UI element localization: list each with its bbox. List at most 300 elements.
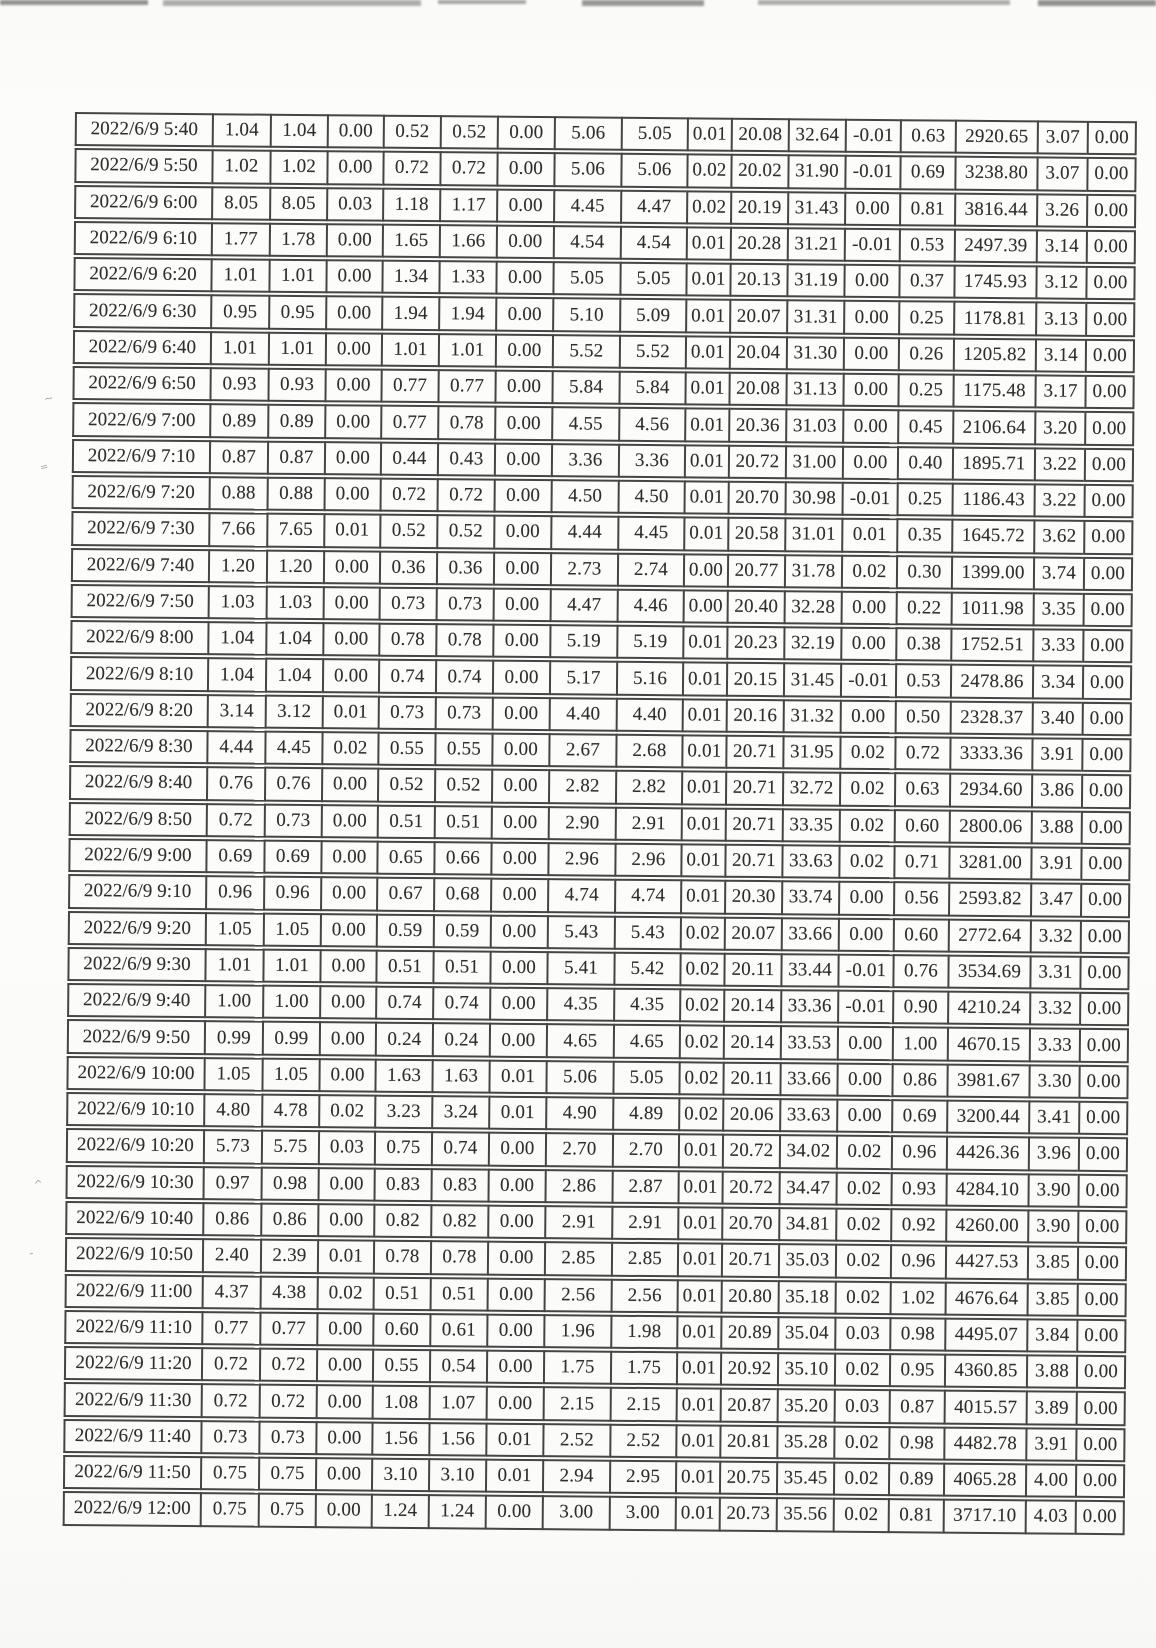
value-cell: 1.94 <box>381 296 438 331</box>
timestamp-cell: 2022/6/9 11:00 <box>65 1273 202 1308</box>
value-cell: 4.03 <box>1025 1500 1075 1535</box>
value-cell: 0.78 <box>437 406 494 441</box>
value-cell: 0.74 <box>375 986 432 1021</box>
value-cell: 0.02 <box>318 1094 374 1129</box>
value-cell: 4426.36 <box>946 1136 1028 1171</box>
value-cell: 2.90 <box>548 806 615 841</box>
value-cell: 0.55 <box>372 1349 429 1384</box>
value-cell: 0.82 <box>373 1204 430 1239</box>
value-cell: 4065.28 <box>943 1463 1025 1498</box>
value-cell: 0.51 <box>375 949 432 984</box>
timestamp-cell: 2022/6/9 7:00 <box>72 402 209 437</box>
value-cell: 0.00 <box>683 589 727 624</box>
value-cell: 35.18 <box>778 1280 835 1315</box>
value-cell: 0.72 <box>259 1384 316 1419</box>
pencil-mark: - <box>27 1245 35 1261</box>
value-cell: 0.00 <box>1079 956 1129 991</box>
value-cell: 0.72 <box>259 1348 316 1383</box>
value-cell: 0.00 <box>317 1167 373 1202</box>
value-cell: 0.56 <box>893 881 948 916</box>
value-cell: 0.93 <box>209 367 267 402</box>
scanner-edge-artifact <box>163 0 421 6</box>
value-cell: 0.99 <box>262 1021 319 1056</box>
value-cell: 0.02 <box>678 1097 722 1132</box>
value-cell: 0.72 <box>380 478 437 513</box>
value-cell: 3534.69 <box>947 954 1029 989</box>
value-cell: 0.00 <box>492 660 549 695</box>
value-cell: 2.85 <box>611 1242 677 1277</box>
value-cell: 3.91 <box>1025 1427 1075 1462</box>
value-cell: 33.63 <box>779 1098 836 1133</box>
value-cell: 4.38 <box>260 1275 317 1310</box>
value-cell: 3.36 <box>618 443 684 478</box>
value-cell: 0.00 <box>840 627 895 662</box>
value-cell: 0.03 <box>834 1316 889 1351</box>
value-cell: 4.45 <box>553 189 620 224</box>
value-cell: 5.10 <box>552 298 619 333</box>
value-cell: 1.04 <box>270 114 327 149</box>
value-cell: 20.58 <box>727 517 784 552</box>
value-cell: 20.71 <box>725 771 782 806</box>
value-cell: 32.64 <box>788 118 845 153</box>
value-cell: 0.37 <box>898 264 953 299</box>
value-cell: 1.24 <box>371 1494 428 1529</box>
value-cell: 1.01 <box>204 948 262 983</box>
value-cell: 20.08 <box>728 372 785 407</box>
value-cell: 2.87 <box>611 1169 677 1204</box>
value-cell: 1.02 <box>890 1281 945 1316</box>
scanner-edge-artifact <box>582 0 704 6</box>
timestamp-cell: 2022/6/9 8:10 <box>70 656 207 691</box>
value-cell: 0.73 <box>258 1420 315 1455</box>
value-cell: 0.00 <box>488 1132 545 1167</box>
value-cell: 32.72 <box>782 772 839 807</box>
value-cell: 0.98 <box>260 1166 317 1201</box>
value-cell: 35.20 <box>777 1389 834 1424</box>
value-cell: 20.23 <box>726 626 783 661</box>
value-cell: 35.45 <box>776 1461 833 1496</box>
value-cell: 0.00 <box>1077 1282 1127 1317</box>
value-cell: 20.77 <box>727 553 784 588</box>
value-cell: 32.19 <box>783 626 840 661</box>
value-cell: 0.77 <box>380 369 437 404</box>
scanner-edge-artifact <box>0 0 148 5</box>
value-cell: 0.73 <box>378 695 435 730</box>
value-cell: 0.01 <box>681 771 725 806</box>
value-cell: 3333.36 <box>949 737 1031 772</box>
value-cell: 5.75 <box>261 1130 318 1165</box>
data-table <box>63 110 1137 1537</box>
value-cell: 4.50 <box>617 480 683 515</box>
value-cell: 2328.37 <box>950 700 1032 735</box>
value-cell: 0.00 <box>1076 1391 1126 1426</box>
value-cell: 0.00 <box>324 368 380 403</box>
value-cell: 1.08 <box>372 1385 429 1420</box>
value-cell: 0.03 <box>326 187 382 222</box>
timestamp-cell: 2022/6/9 10:20 <box>66 1128 203 1163</box>
value-cell: 0.53 <box>899 228 954 263</box>
value-cell: 0.51 <box>377 804 434 839</box>
value-cell: 0.01 <box>841 518 896 553</box>
value-cell: 0.51 <box>432 950 489 985</box>
value-cell: 1.01 <box>210 258 268 293</box>
value-cell: 0.77 <box>437 369 494 404</box>
value-cell: 3.31 <box>1029 955 1079 990</box>
value-cell: 0.00 <box>494 442 551 477</box>
value-cell: 0.45 <box>897 410 952 445</box>
value-cell: 0.01 <box>684 408 728 443</box>
value-cell: 1745.93 <box>953 265 1035 300</box>
value-cell: 0.00 <box>315 1421 371 1456</box>
value-cell: 2.82 <box>615 770 681 805</box>
value-cell: 1752.51 <box>950 628 1032 663</box>
timestamp-cell: 2022/6/9 7:20 <box>72 475 209 510</box>
value-cell: 0.00 <box>493 479 550 514</box>
value-cell: 5.16 <box>616 661 682 696</box>
value-cell: 1.04 <box>207 658 265 693</box>
value-cell: 0.00 <box>324 441 380 476</box>
value-cell: 1011.98 <box>951 592 1033 627</box>
value-cell: 3.12 <box>1035 266 1085 301</box>
value-cell: 0.01 <box>680 843 724 878</box>
value-cell: 3.91 <box>1031 737 1081 772</box>
value-cell: 31.00 <box>785 445 842 480</box>
value-cell: 0.01 <box>677 1170 721 1205</box>
value-cell: 0.00 <box>325 296 381 331</box>
value-cell: 3.00 <box>609 1496 675 1531</box>
value-cell: 0.00 <box>486 1386 543 1421</box>
value-cell: 20.71 <box>721 1243 778 1278</box>
value-cell: 31.31 <box>786 300 843 335</box>
value-cell: 5.06 <box>620 153 686 188</box>
value-cell: 0.51 <box>434 805 491 840</box>
timestamp-cell: 2022/6/9 8:00 <box>70 620 207 655</box>
timestamp-cell: 2022/6/9 5:50 <box>74 148 211 183</box>
value-cell: 0.00 <box>1085 302 1135 337</box>
value-cell: 0.02 <box>833 1462 888 1497</box>
value-cell: 0.01 <box>687 117 731 152</box>
value-cell: 0.02 <box>835 1280 890 1315</box>
value-cell: 4360.85 <box>944 1354 1026 1389</box>
value-cell: 20.87 <box>720 1388 777 1423</box>
value-cell: 20.30 <box>724 880 781 915</box>
value-cell: 1.96 <box>543 1314 610 1349</box>
value-cell: 3.26 <box>1036 193 1086 228</box>
value-cell: 0.60 <box>893 918 948 953</box>
value-cell: 0.01 <box>675 1460 719 1495</box>
value-cell: 20.14 <box>723 1025 780 1060</box>
value-cell: 0.02 <box>839 808 894 843</box>
value-cell: 4.56 <box>618 407 684 442</box>
value-cell: 0.99 <box>204 1021 262 1056</box>
value-cell: 0.00 <box>1077 1210 1127 1245</box>
value-cell: 0.00 <box>325 332 381 367</box>
value-cell: 0.01 <box>675 1497 719 1532</box>
value-cell: 0.00 <box>1083 556 1133 591</box>
value-cell: 0.00 <box>319 949 375 984</box>
value-cell: 0.01 <box>682 625 726 660</box>
value-cell: 32.28 <box>784 590 841 625</box>
value-cell: 0.00 <box>489 1023 546 1058</box>
value-cell: 0.00 <box>495 261 552 296</box>
value-cell: 0.00 <box>496 152 553 187</box>
value-cell: 3.96 <box>1028 1137 1078 1172</box>
value-cell: 0.00 <box>497 116 554 151</box>
value-cell: 0.02 <box>321 731 377 766</box>
value-cell: 4.40 <box>549 697 616 732</box>
value-cell: 0.75 <box>258 1457 315 1492</box>
pencil-mark: ~ <box>42 391 55 406</box>
value-cell: 0.00 <box>1076 1355 1126 1390</box>
value-cell: 0.76 <box>206 767 264 802</box>
value-cell: 0.00 <box>841 591 896 626</box>
value-cell: 0.00 <box>316 1385 372 1420</box>
value-cell: 0.98 <box>888 1426 943 1461</box>
value-cell: 0.00 <box>490 878 547 913</box>
value-cell: 5.06 <box>545 1060 612 1095</box>
value-cell: 0.00 <box>1085 339 1135 374</box>
value-cell: 0.88 <box>267 477 324 512</box>
value-cell: 1205.82 <box>953 337 1035 372</box>
timestamp-cell: 2022/6/9 7:10 <box>72 439 209 474</box>
value-cell: 0.00 <box>1075 1464 1125 1499</box>
value-cell: 0.00 <box>1075 1427 1125 1462</box>
value-cell: 0.01 <box>677 1206 721 1241</box>
value-cell: 31.19 <box>786 263 843 298</box>
value-cell: 0.01 <box>488 1059 545 1094</box>
value-cell: 0.75 <box>200 1492 258 1527</box>
timestamp-cell: 2022/6/9 10:30 <box>65 1165 202 1200</box>
value-cell: 0.01 <box>682 698 726 733</box>
value-cell: 0.00 <box>1077 1173 1127 1208</box>
value-cell: 0.59 <box>376 913 433 948</box>
value-cell: 2.73 <box>550 552 617 587</box>
value-cell: 20.71 <box>725 807 782 842</box>
value-cell: 0.00 <box>326 223 382 258</box>
value-cell: 20.75 <box>719 1461 776 1496</box>
value-cell: 0.00 <box>487 1168 544 1203</box>
value-cell: 0.00 <box>493 588 550 623</box>
value-cell: 3.33 <box>1032 629 1082 664</box>
value-cell: 5.52 <box>552 334 619 369</box>
value-cell: 0.88 <box>209 476 267 511</box>
value-cell: 2800.06 <box>949 809 1031 844</box>
value-cell: 0.00 <box>485 1495 542 1530</box>
value-cell: 0.73 <box>379 587 436 622</box>
timestamp-cell: 2022/6/9 8:40 <box>69 765 206 800</box>
value-cell: 0.00 <box>492 696 549 731</box>
value-cell: 1.20 <box>208 549 266 584</box>
value-cell: 20.16 <box>726 698 783 733</box>
value-cell: 4.44 <box>550 515 617 550</box>
timestamp-cell: 2022/6/9 7:50 <box>71 584 208 619</box>
value-cell: 0.01 <box>684 444 728 479</box>
timestamp-cell: 2022/6/9 10:10 <box>66 1092 203 1127</box>
value-cell: 1178.81 <box>953 301 1035 336</box>
value-cell: 0.96 <box>263 876 320 911</box>
value-cell: 0.77 <box>380 405 437 440</box>
value-cell: 0.02 <box>317 1276 373 1311</box>
value-cell: 0.00 <box>1083 520 1133 555</box>
value-cell: 20.11 <box>723 953 780 988</box>
value-cell: 0.00 <box>493 515 550 550</box>
value-cell: 4.47 <box>620 189 686 224</box>
value-cell: 0.02 <box>680 916 724 951</box>
timestamp-cell: 2022/6/9 7:40 <box>71 548 208 583</box>
value-cell: 4.74 <box>614 879 680 914</box>
value-cell: 0.95 <box>889 1353 944 1388</box>
value-cell: 0.83 <box>373 1167 430 1202</box>
value-cell: 20.19 <box>730 190 787 225</box>
value-cell: 0.74 <box>432 986 489 1021</box>
value-cell: 0.00 <box>487 1277 544 1312</box>
value-cell: 0.00 <box>491 769 548 804</box>
value-cell: 20.08 <box>731 118 788 153</box>
value-cell: 0.00 <box>844 191 899 226</box>
value-cell: 3.74 <box>1033 556 1083 591</box>
value-cell: 3200.44 <box>946 1100 1028 1135</box>
value-cell: 20.71 <box>724 844 781 879</box>
value-cell: 0.00 <box>842 373 897 408</box>
value-cell: 0.73 <box>436 587 493 622</box>
value-cell: 0.01 <box>682 662 726 697</box>
value-cell: 33.66 <box>779 1062 836 1097</box>
timestamp-cell: 2022/6/9 12:00 <box>63 1491 200 1526</box>
value-cell: 3.33 <box>1029 1028 1079 1063</box>
value-cell: 0.00 <box>1078 1065 1128 1100</box>
timestamp-cell: 2022/6/9 6:40 <box>73 330 210 365</box>
value-cell: 33.74 <box>781 880 838 915</box>
value-cell: 0.63 <box>894 773 949 808</box>
value-cell: 4.55 <box>551 407 618 442</box>
value-cell: 20.07 <box>724 916 781 951</box>
value-cell: 4.90 <box>545 1096 612 1131</box>
value-cell: 5.19 <box>549 624 616 659</box>
value-cell: 0.01 <box>680 880 724 915</box>
value-cell: 3.10 <box>428 1458 485 1493</box>
timestamp-cell: 2022/6/9 9:10 <box>68 874 205 909</box>
value-cell: 2.86 <box>544 1169 611 1204</box>
value-cell: 1.01 <box>381 332 438 367</box>
value-cell: 0.00 <box>1086 230 1136 265</box>
value-cell: 0.87 <box>267 440 324 475</box>
value-cell: 1.01 <box>268 331 325 366</box>
value-cell: 0.26 <box>898 337 953 372</box>
data-table-container <box>63 110 1137 1537</box>
timestamp-cell: 2022/6/9 9:20 <box>68 911 205 946</box>
value-cell: 0.01 <box>675 1424 719 1459</box>
value-cell: 0.01 <box>677 1243 721 1278</box>
value-cell: 0.89 <box>209 404 267 439</box>
pencil-mark: ^ <box>32 1177 45 1192</box>
value-cell: 3.47 <box>1030 883 1080 918</box>
value-cell: 1895.71 <box>952 446 1034 481</box>
value-cell: 0.00 <box>838 881 893 916</box>
value-cell: -0.01 <box>841 482 896 517</box>
value-cell: 0.86 <box>202 1202 260 1237</box>
value-cell: 0.78 <box>430 1240 487 1275</box>
value-cell: 1.65 <box>382 224 439 259</box>
value-cell: 2.15 <box>610 1387 676 1422</box>
value-cell: 0.02 <box>833 1425 888 1460</box>
value-cell: 0.40 <box>897 446 952 481</box>
value-cell: 0.00 <box>1084 447 1134 482</box>
value-cell: 0.02 <box>834 1353 889 1388</box>
value-cell: 1.05 <box>263 912 320 947</box>
value-cell: 3.62 <box>1033 520 1083 555</box>
value-cell: 5.73 <box>203 1129 261 1164</box>
value-cell: 0.01 <box>322 695 378 730</box>
value-cell: 35.04 <box>777 1316 834 1351</box>
value-cell: 0.00 <box>1078 1137 1128 1172</box>
value-cell: 1.02 <box>269 150 326 185</box>
value-cell: 0.82 <box>430 1204 487 1239</box>
value-cell: 0.00 <box>491 733 548 768</box>
value-cell: 0.02 <box>838 845 893 880</box>
value-cell: 0.00 <box>320 876 376 911</box>
timestamp-cell: 2022/6/9 11:20 <box>64 1346 201 1381</box>
timestamp-cell: 2022/6/9 11:40 <box>63 1419 200 1454</box>
value-cell: 2.40 <box>202 1238 260 1273</box>
value-cell: 7.65 <box>266 513 323 548</box>
value-cell: -0.01 <box>840 663 895 698</box>
value-cell: 1.98 <box>610 1315 676 1350</box>
value-cell: 20.02 <box>730 154 787 189</box>
value-cell: 0.01 <box>485 1459 542 1494</box>
value-cell: 0.96 <box>205 875 263 910</box>
value-cell: 3.07 <box>1036 157 1086 192</box>
timestamp-cell: 2022/6/9 6:10 <box>74 221 211 256</box>
value-cell: 1.01 <box>210 331 268 366</box>
value-cell: 0.01 <box>686 226 730 261</box>
value-cell: 0.00 <box>323 586 379 621</box>
value-cell: 31.13 <box>785 372 842 407</box>
value-cell: 0.92 <box>890 1208 945 1243</box>
value-cell: -0.01 <box>844 155 899 190</box>
value-cell: 31.30 <box>786 336 843 371</box>
value-cell: 1.56 <box>428 1422 485 1457</box>
timestamp-cell: 2022/6/9 9:50 <box>67 1019 204 1054</box>
value-cell: 0.01 <box>685 299 729 334</box>
timestamp-cell: 2022/6/9 11:10 <box>64 1310 201 1345</box>
value-cell: 20.72 <box>721 1170 778 1205</box>
value-cell: 5.17 <box>549 661 616 696</box>
value-cell: 0.03 <box>318 1130 374 1165</box>
value-cell: 0.35 <box>896 518 951 553</box>
value-cell: 4670.15 <box>947 1027 1029 1062</box>
scanner-edge-artifact <box>758 0 1010 5</box>
value-cell: 0.01 <box>488 1096 545 1131</box>
value-cell: 20.15 <box>726 662 783 697</box>
value-cell: 31.90 <box>787 155 844 190</box>
value-cell: 3238.80 <box>954 156 1036 191</box>
value-cell: 5.42 <box>613 952 679 987</box>
value-cell: 5.05 <box>621 117 687 152</box>
value-cell: 5.84 <box>551 370 618 405</box>
value-cell: 0.00 <box>316 1348 372 1383</box>
value-cell: 0.00 <box>1081 774 1131 809</box>
value-cell: 5.41 <box>546 951 613 986</box>
timestamp-cell: 2022/6/9 10:50 <box>65 1237 202 1272</box>
value-cell: 20.72 <box>728 444 785 479</box>
value-cell: 3.10 <box>371 1458 428 1493</box>
value-cell: 31.32 <box>783 699 840 734</box>
value-cell: 0.00 <box>490 914 547 949</box>
value-cell: 0.00 <box>491 805 548 840</box>
timestamp-cell: 2022/6/9 11:30 <box>64 1382 201 1417</box>
value-cell: 3.14 <box>1035 338 1085 373</box>
value-cell: 0.01 <box>683 480 727 515</box>
